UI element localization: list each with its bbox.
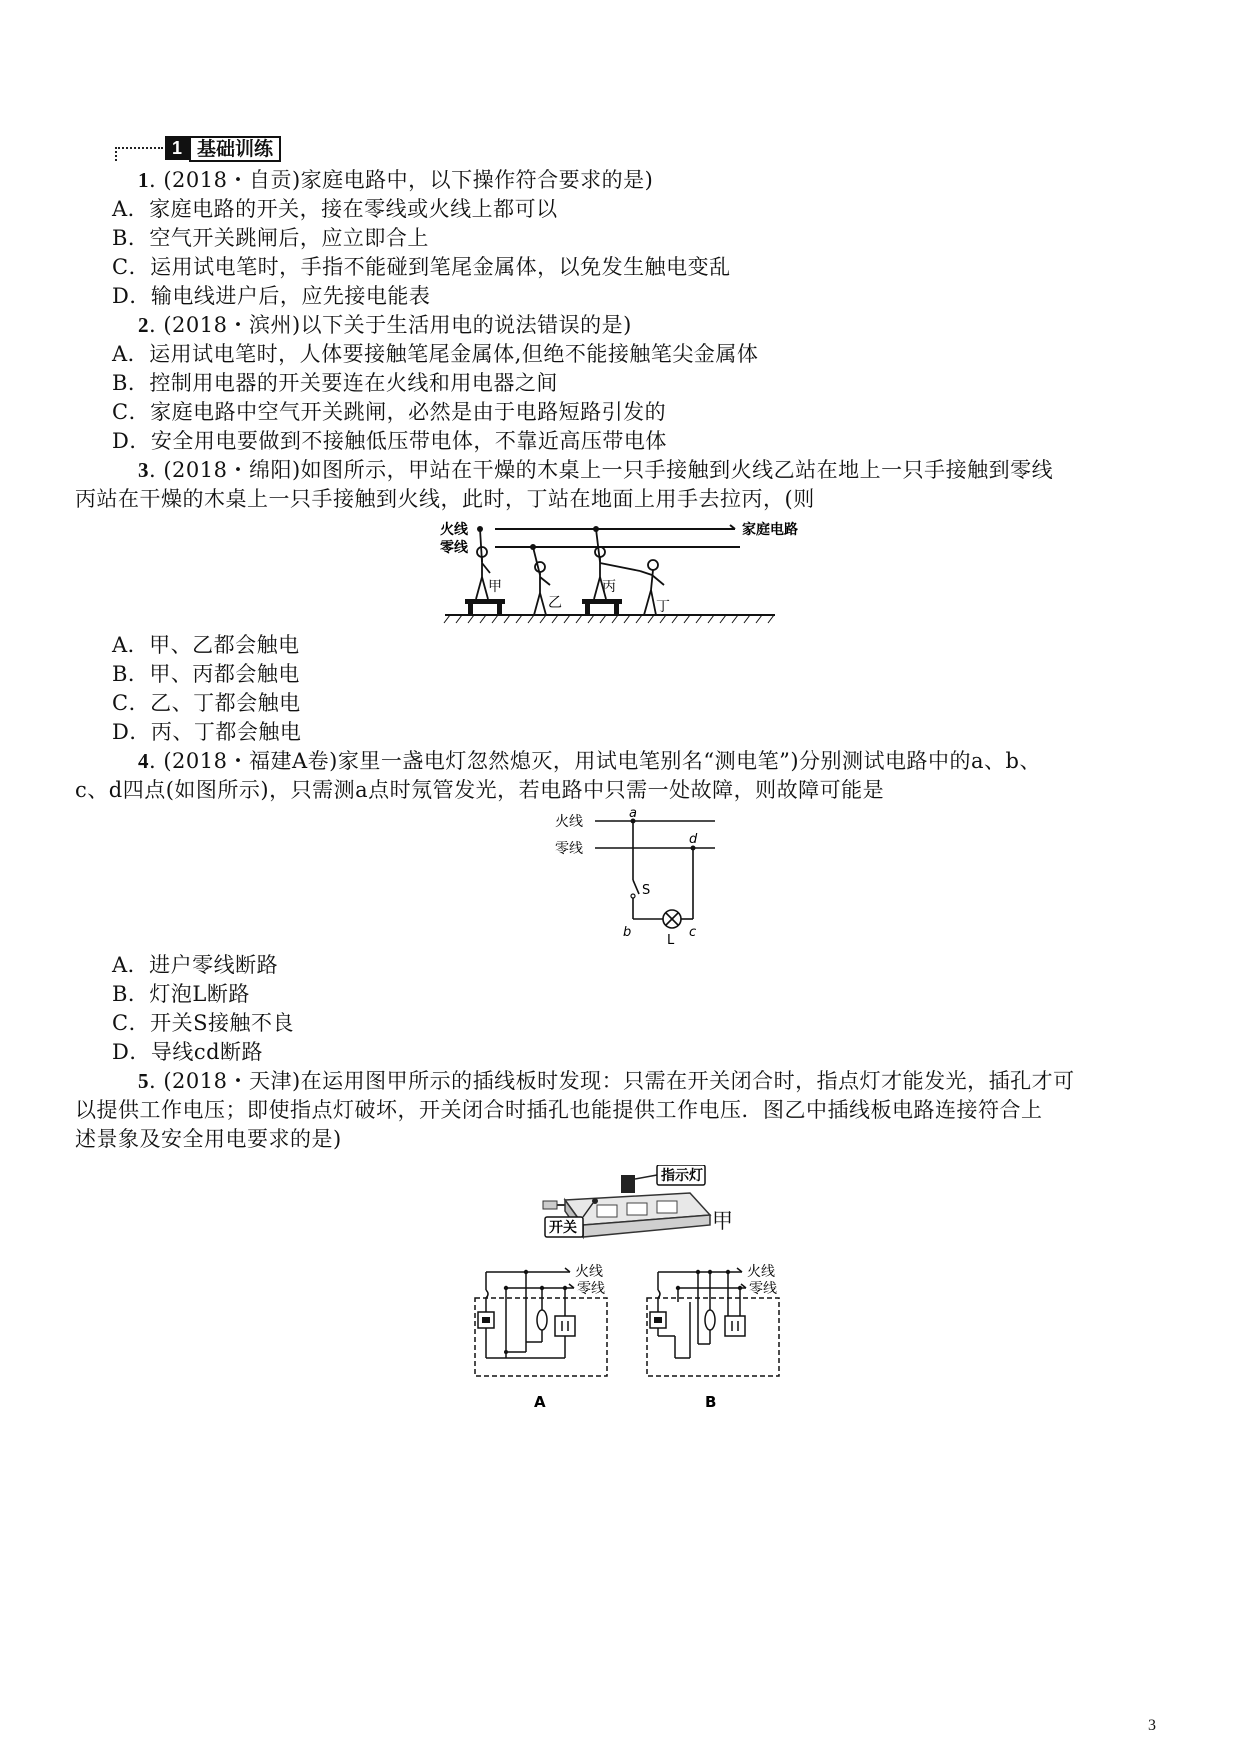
q4-stem-text-1: . (2018・福建A卷)家里一盏电灯忽然熄灭，用试电笔别名“测电笔”)分别测试电路中的a、b、: [149, 749, 1041, 773]
q3-person-ding-label: 丁: [656, 599, 670, 615]
q3-figure-electric-shock: [440, 515, 840, 635]
section-number-badge: 1: [165, 136, 189, 160]
q2-stem: [138, 311, 632, 339]
q4-live-label: 火线: [555, 814, 583, 830]
q4-number: 4: [138, 749, 149, 773]
q3-number: 3: [138, 458, 149, 482]
q3-circuit-label: 家庭电路: [742, 522, 798, 538]
q3-option-d: D．丙、丁都会触电: [112, 720, 302, 744]
table-left: [465, 599, 505, 615]
q1-option-b: B．空气开关跳闸后，应立即合上: [112, 226, 429, 250]
q3-person-jia-label: 甲: [488, 579, 502, 595]
q3-option-a: A．甲、乙都会触电: [112, 633, 300, 657]
table-right: [582, 599, 622, 615]
q5-option-a-label: A: [534, 1393, 546, 1411]
q3-option-c: C．乙、丁都会触电: [112, 691, 301, 715]
q4-stem-line1: [138, 747, 1041, 775]
q4-option-b: B．灯泡L断路: [112, 982, 250, 1006]
plug-icon: [621, 1175, 635, 1193]
q4-option-d: D．导线cd断路: [112, 1040, 264, 1064]
q1-option-a: A．家庭电路的开关，接在零线或火线上都可以: [112, 197, 558, 221]
q5-b-neutral-label: 零线: [749, 1281, 777, 1297]
q3-stem-line2: 丙站在干燥的木桌上一只手接触到火线，此时，丁站在地面上用手去拉丙，(则: [75, 487, 815, 511]
q5-circuit-options: [470, 1262, 830, 1412]
q1-number: 1: [138, 168, 149, 192]
q4-point-a: a: [629, 808, 637, 821]
q5-option-b-label: B: [705, 1393, 717, 1411]
q4-point-c: c: [689, 925, 697, 940]
dotted-corner: [115, 147, 117, 161]
q1-option-c: C．运用试电笔时，手指不能碰到笔尾金属体，以免发生触电变乱: [112, 255, 731, 279]
q5-switch-label: 开关: [549, 1220, 577, 1236]
q3-person-yi-label: 乙: [548, 595, 562, 611]
q2-option-d: D．安全用电要做到不接触低压带电体，不靠近高压带电体: [112, 429, 667, 453]
q5-stem-line3: 述景象及安全用电要求的是): [75, 1127, 342, 1151]
q3-person-bing-label: 丙: [602, 579, 616, 595]
q3-neutral-label: 零线: [440, 540, 468, 556]
q2-option-c: C．家庭电路中空气开关跳闸，必然是由于电路短路引发的: [112, 400, 667, 424]
q5-number: 5: [138, 1069, 149, 1093]
q3-stem-text-1: . (2018・绵阳)如图所示，甲站在干燥的木桌上一只手接触到火线乙站在地上一只手接触到零线: [149, 458, 1054, 482]
q5-stem-line1: [138, 1067, 1075, 1095]
q4-point-b: b: [623, 925, 632, 940]
q2-stem-text: . (2018・滨州)以下关于生活用电的说法错误的是): [149, 313, 632, 337]
q5-fig-jia-label: 甲: [712, 1209, 733, 1233]
q2-option-b: B．控制用电器的开关要连在火线和用电器之间: [112, 371, 558, 395]
q4-stem-line2: c、d四点(如图所示)，只需测a点时氖管发光，若电路中只需一处故障，则故障可能是: [75, 778, 885, 802]
q4-figure-circuit: [555, 808, 730, 948]
q5-stem-line2: 以提供工作电压；即使指点灯破坏，开关闭合时插孔也能提供工作电压．图乙中插线板电路连接符合上: [75, 1098, 1043, 1122]
q5-indicator-label: 指示灯: [661, 1168, 703, 1184]
q5-stem-text-1: . (2018・天津)在运用图甲所示的插线板时发现：只需在开关闭合时，指点灯才能发光，插孔才可: [149, 1069, 1075, 1093]
q4-switch-label: S: [642, 883, 651, 898]
q1-stem-text: . (2018・自贡)家庭电路中，以下操作符合要求的是): [149, 168, 654, 192]
section-title: 基础训练: [189, 136, 281, 162]
q4-point-d: d: [689, 832, 698, 847]
q3-stem-line1: [138, 456, 1053, 484]
q4-option-a: A．进户零线断路: [112, 953, 279, 977]
q5-b-live-label: 火线: [747, 1264, 775, 1280]
page-number: 3: [1148, 1717, 1156, 1734]
q1-option-d: D．输电线进户后，应先接电能表: [112, 284, 431, 308]
q3-live-label: 火线: [440, 522, 468, 538]
q3-option-b: B．甲、丙都会触电: [112, 662, 300, 686]
q5-a-live-label: 火线: [575, 1264, 603, 1280]
dotted-line: [115, 147, 163, 149]
q2-option-a: A．运用试电笔时，人体要接触笔尾金属体,但绝不能接触笔尖金属体: [112, 342, 759, 366]
q4-neutral-label: 零线: [555, 841, 583, 857]
q5-a-neutral-label: 零线: [577, 1281, 605, 1297]
q2-number: 2: [138, 313, 149, 337]
q4-option-c: C．开关S接触不良: [112, 1011, 294, 1035]
person-bing: [594, 529, 640, 599]
q4-lamp-label: L: [667, 933, 675, 948]
q1-stem: [138, 166, 653, 194]
